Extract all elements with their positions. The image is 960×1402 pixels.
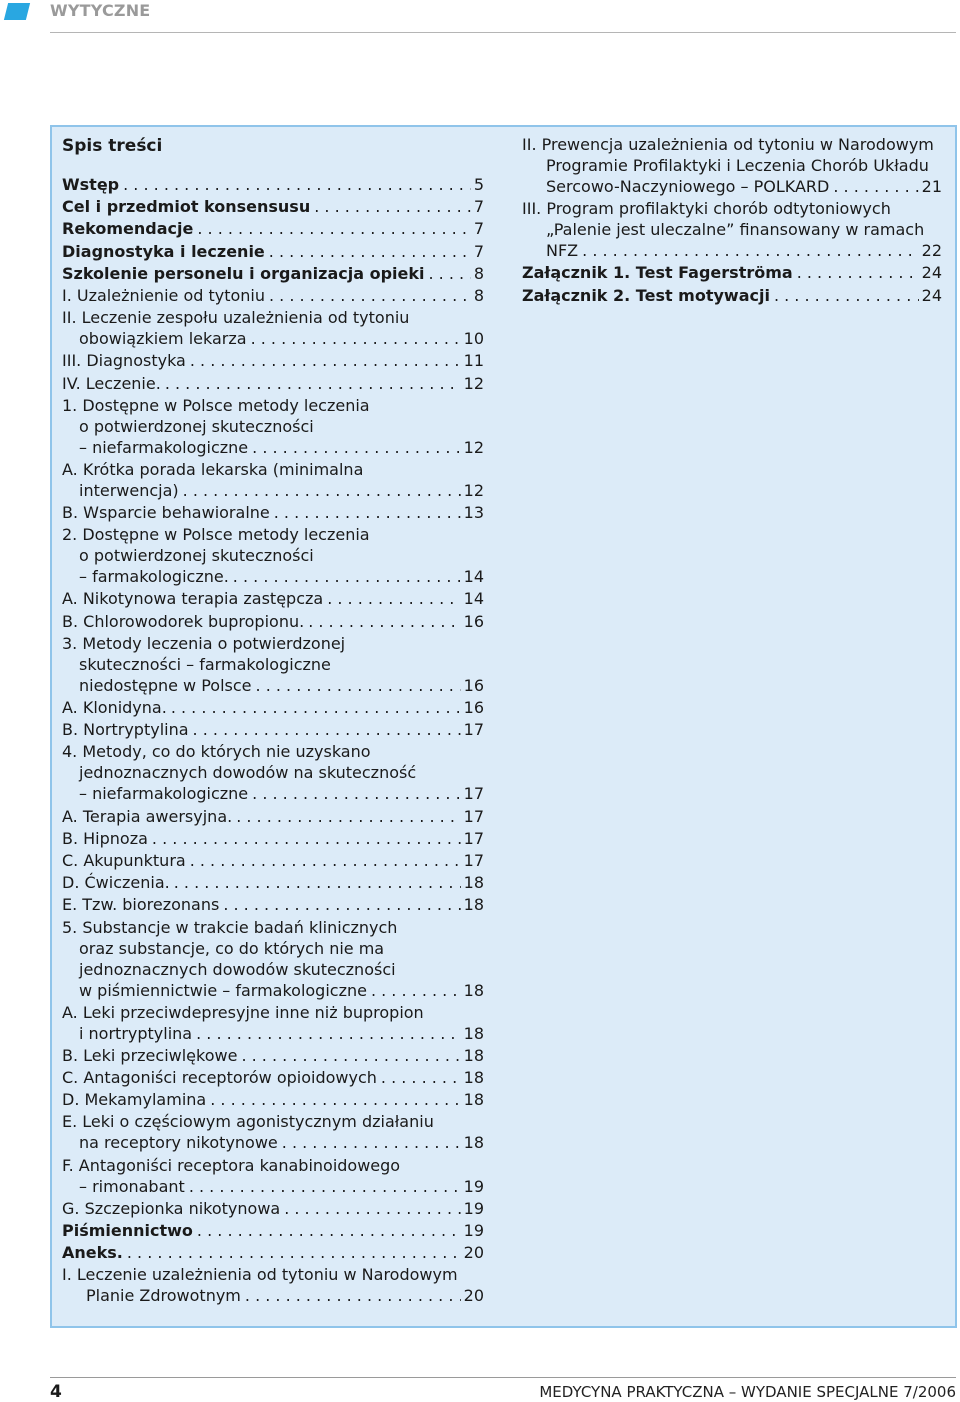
dot-leader xyxy=(233,566,461,587)
toc-entry-text: A. Krótka porada lekarska (minimalna xyxy=(62,459,364,479)
toc-entry-text: 5. Substancje w trakcie badań klinicznych xyxy=(62,917,398,937)
toc-entry-text: jednoznacznych dowodów na skuteczność xyxy=(79,763,417,783)
toc-page-number: 8 xyxy=(473,285,484,305)
toc-entry-text: – niefarmakologiczne xyxy=(79,784,249,804)
toc-entry-text: III. Program profilaktyki chorób odtytoniowych xyxy=(522,199,891,219)
toc-entry-text: 4. Metody, co do których nie uzyskano xyxy=(62,742,371,762)
toc-entry[interactable] xyxy=(62,588,484,609)
toc-entry-text: A. Leki przeciwdepresyjne inne niż bupropion xyxy=(62,1002,424,1022)
toc-right-column xyxy=(522,134,942,307)
toc-entry[interactable] xyxy=(522,262,942,283)
toc-page-number: 11 xyxy=(463,351,484,371)
dot-leader xyxy=(236,806,460,827)
toc-entry[interactable] xyxy=(62,872,484,893)
toc-entry[interactable] xyxy=(62,1089,484,1110)
toc-entry-text: B. Wsparcie behawioralne xyxy=(62,503,270,523)
publication-name: MEDYCYNA PRAKTYCZNA – WYDANIE SPECJALNE 7/2006 xyxy=(539,1383,956,1401)
toc-entry-text: E. Tzw. biorezonans xyxy=(62,895,220,915)
dot-leader xyxy=(241,1045,460,1066)
toc-entry-text: B. Hipnoza xyxy=(62,828,148,848)
toc-entry[interactable] xyxy=(522,198,942,261)
toc-entry[interactable] xyxy=(62,350,484,371)
toc-page-number: 18 xyxy=(463,873,484,893)
toc-page-number: 12 xyxy=(463,480,484,500)
toc-entry[interactable] xyxy=(522,285,942,306)
toc-entry[interactable] xyxy=(62,524,484,587)
header-divider xyxy=(50,32,956,33)
toc-entry-text: II. Leczenie zespołu uzależnienia od tytoniu xyxy=(62,308,410,328)
toc-entry-text: G. Szczepionka nikotynowa xyxy=(62,1198,281,1218)
toc-page-number: 18 xyxy=(463,1045,484,1065)
dot-leader xyxy=(171,697,461,718)
toc-entry[interactable] xyxy=(62,719,484,740)
toc-entry-text: Rekomendacje xyxy=(62,219,194,239)
toc-entry-text: E. Leki o częściowym agonistycznym działaniu xyxy=(62,1112,434,1132)
dot-leader xyxy=(189,1176,461,1197)
section-marker-icon xyxy=(4,3,30,20)
toc-entry-text: III. Diagnostyka xyxy=(62,351,186,371)
toc-entry-text: B. Chlorowodorek bupropionu. xyxy=(62,611,305,631)
toc-entry[interactable] xyxy=(62,917,484,1001)
toc-entry[interactable] xyxy=(62,459,484,501)
toc-page-number: 24 xyxy=(921,285,942,305)
dot-leader xyxy=(327,588,460,609)
dot-leader xyxy=(274,502,461,523)
toc-entry-text: Załącznik 2. Test motywacji xyxy=(522,285,770,305)
toc-page-number: 20 xyxy=(463,1243,484,1263)
dot-leader xyxy=(223,894,460,915)
toc-page-number: 17 xyxy=(463,720,484,740)
toc-entry-text: II. Prewencja uzależnienia od tytoniu w Narodowym xyxy=(522,135,934,154)
toc-entry-text: – farmakologiczne. xyxy=(79,567,229,587)
toc-page-number: 18 xyxy=(463,895,484,915)
dot-leader xyxy=(314,196,471,217)
dot-leader xyxy=(582,240,919,261)
toc-page-number: 18 xyxy=(463,1090,484,1110)
toc-entry-text: obowiązkiem lekarza xyxy=(79,329,247,349)
toc-entry[interactable] xyxy=(62,285,484,306)
dot-leader xyxy=(210,1089,460,1110)
toc-page-number: 10 xyxy=(463,329,484,349)
toc-entry-text: „Palenie jest uleczalne” finansowany w ramach xyxy=(546,220,925,240)
toc-entry-text: 3. Metody leczenia o potwierdzonej xyxy=(62,633,346,653)
toc-entry[interactable] xyxy=(62,1002,484,1044)
toc-entry[interactable] xyxy=(62,1067,484,1088)
dot-leader xyxy=(127,1242,461,1263)
toc-entry[interactable] xyxy=(62,263,484,284)
toc-entry-text: Szkolenie personelu i organizacja opieki xyxy=(62,263,425,283)
toc-page-number: 16 xyxy=(463,611,484,631)
page-number: 4 xyxy=(50,1382,62,1402)
toc-page-number: 17 xyxy=(463,784,484,804)
toc-page-number: 22 xyxy=(921,241,942,261)
toc-page-number: 5 xyxy=(473,175,484,194)
toc-entry-text: IV. Leczenie. xyxy=(62,373,161,393)
toc-page-number: 18 xyxy=(463,1133,484,1153)
dot-leader xyxy=(197,1220,461,1241)
toc-right-list xyxy=(522,134,942,306)
toc-page-number: 18 xyxy=(463,980,484,1000)
toc-page-number: 17 xyxy=(463,806,484,826)
toc-entry-text: 2. Dostępne w Polsce metody leczenia xyxy=(62,525,370,545)
toc-entry[interactable] xyxy=(62,502,484,523)
dot-leader xyxy=(123,174,471,195)
dot-leader xyxy=(245,1285,461,1306)
toc-page-number: 17 xyxy=(463,828,484,848)
toc-entry[interactable] xyxy=(522,134,942,197)
toc-entry-text: Wstęp xyxy=(62,175,120,194)
footer-divider xyxy=(50,1377,956,1378)
toc-entry[interactable] xyxy=(62,1264,484,1306)
toc-entry-text: A. Nikotynowa terapia zastępcza xyxy=(62,589,324,609)
toc-entry[interactable] xyxy=(62,1111,484,1153)
toc-entry[interactable] xyxy=(62,633,484,696)
dot-leader xyxy=(190,850,461,871)
toc-entry-text: Załącznik 1. Test Fagerströma xyxy=(522,263,793,283)
toc-entry[interactable] xyxy=(62,218,484,239)
dot-leader xyxy=(174,872,461,893)
toc-page-number: 17 xyxy=(463,850,484,870)
toc-page-number: 14 xyxy=(463,589,484,609)
toc-entry-text: Diagnostyka i leczenie xyxy=(62,241,265,261)
toc-page-number: 16 xyxy=(463,675,484,695)
toc-entry[interactable] xyxy=(62,1220,484,1241)
toc-left-column xyxy=(62,134,484,1308)
toc-page-number: 7 xyxy=(473,197,484,217)
toc-entry-text: Planie Zdrowotnym xyxy=(86,1286,241,1306)
toc-entry-text: – rimonabant xyxy=(79,1176,185,1196)
dot-leader xyxy=(152,828,461,849)
toc-entry[interactable] xyxy=(62,395,484,458)
toc-entry[interactable] xyxy=(62,828,484,849)
toc-page-number: 13 xyxy=(463,503,484,523)
dot-leader xyxy=(251,328,461,349)
dot-leader xyxy=(193,719,461,740)
toc-page-number: 12 xyxy=(463,373,484,393)
toc-entry[interactable] xyxy=(62,894,484,915)
toc-page-number: 21 xyxy=(921,177,942,196)
dot-leader xyxy=(197,218,470,239)
dot-leader xyxy=(774,285,919,306)
toc-entry[interactable] xyxy=(62,1155,484,1197)
dot-leader xyxy=(371,980,461,1001)
dot-leader xyxy=(256,675,461,696)
toc-entry[interactable] xyxy=(62,1242,484,1263)
toc-entry[interactable] xyxy=(62,806,484,827)
toc-entry-text: Programie Profilaktyki i Leczenia Chorób Układu xyxy=(546,156,929,175)
toc-page-number: 12 xyxy=(463,437,484,457)
dot-leader xyxy=(252,437,461,458)
dot-leader xyxy=(797,262,919,283)
toc-entry-text: NFZ xyxy=(546,241,579,261)
dot-leader xyxy=(183,480,461,501)
toc-page-number: 24 xyxy=(921,263,942,283)
toc-left-list xyxy=(62,174,484,1306)
toc-entry-text: D. Mekamylamina xyxy=(62,1090,207,1110)
toc-page-number: 19 xyxy=(463,1198,484,1218)
dot-leader xyxy=(833,176,918,197)
toc-entry-text: B. Nortryptylina xyxy=(62,720,189,740)
dot-leader xyxy=(165,373,461,394)
toc-entry[interactable] xyxy=(62,850,484,871)
toc-entry-text: D. Ćwiczenia. xyxy=(62,873,170,893)
toc-entry[interactable] xyxy=(62,307,484,349)
toc-page-number: 19 xyxy=(463,1221,484,1240)
toc-entry[interactable] xyxy=(62,196,484,217)
dot-leader xyxy=(282,1132,461,1153)
toc-entry-text: o potwierdzonej skuteczności xyxy=(79,546,314,566)
toc-page-number: 16 xyxy=(463,698,484,717)
toc-entry-text: C. Antagoniści receptorów opioidowych xyxy=(62,1068,377,1088)
toc-entry-text: I. Uzależnienie od tytoniu xyxy=(62,285,265,305)
toc-entry-text: Sercowo-Naczyniowego – POLKARD xyxy=(546,177,830,196)
toc-entry-text: Cel i przedmiot konsensusu xyxy=(62,197,311,217)
toc-page-number: 8 xyxy=(473,263,484,283)
toc-entry[interactable] xyxy=(62,373,484,394)
toc-entry-text: Piśmiennictwo xyxy=(62,1221,193,1240)
toc-entry-text: A. Klonidyna. xyxy=(62,698,167,717)
dot-leader xyxy=(284,1198,460,1219)
toc-page-number: 7 xyxy=(473,241,484,261)
dot-leader xyxy=(269,285,471,306)
toc-entry-text: – niefarmakologiczne xyxy=(79,437,249,457)
toc-page-number: 7 xyxy=(473,219,484,239)
dot-leader xyxy=(190,350,461,371)
toc-entry-text: C. Akupunktura xyxy=(62,850,186,870)
dot-leader xyxy=(428,263,470,284)
toc-entry-text: w piśmiennictwie – farmakologiczne xyxy=(79,980,367,1000)
dot-leader xyxy=(252,783,461,804)
toc-entry-text: o potwierdzonej skuteczności xyxy=(79,416,314,436)
toc-page-number: 20 xyxy=(463,1286,484,1306)
toc-entry-text: na receptory nikotynowe xyxy=(79,1133,278,1153)
toc-entry-text: I. Leczenie uzależnienia od tytoniu w Narodowym xyxy=(62,1265,458,1285)
toc-entry-text: A. Terapia awersyjna. xyxy=(62,806,233,826)
toc-entry[interactable] xyxy=(62,1198,484,1219)
toc-entry-text: jednoznacznych dowodów skuteczności xyxy=(79,959,396,979)
toc-entry-text: B. Leki przeciwlękowe xyxy=(62,1045,238,1065)
toc-entry-text: oraz substancje, co do których nie ma xyxy=(79,938,385,958)
toc-page-number: 18 xyxy=(463,1068,484,1088)
toc-page-number: 19 xyxy=(463,1176,484,1196)
section-header: WYTYCZNE xyxy=(50,1,151,20)
dot-leader xyxy=(308,611,460,632)
toc-entry[interactable] xyxy=(62,1045,484,1066)
toc-entry-text: skuteczności – farmakologiczne xyxy=(79,654,331,674)
toc-entry[interactable] xyxy=(62,611,484,632)
toc-entry-text: F. Antagoniści receptora kanabinoidowego xyxy=(62,1155,401,1175)
toc-entry-text: 1. Dostępne w Polsce metody leczenia xyxy=(62,395,370,415)
toc-title: Spis treści xyxy=(62,136,163,156)
toc-entry-text: interwencja) xyxy=(79,480,179,500)
dot-leader xyxy=(269,241,471,262)
toc-entry-text: i nortryptylina xyxy=(79,1023,193,1043)
toc-page-number: 14 xyxy=(463,567,484,587)
toc-entry[interactable] xyxy=(62,174,484,195)
dot-leader xyxy=(381,1067,461,1088)
toc-page-number: 18 xyxy=(463,1023,484,1043)
toc-entry[interactable] xyxy=(62,741,484,804)
toc-entry[interactable] xyxy=(62,697,484,718)
dot-leader xyxy=(196,1023,461,1044)
toc-entry-text: Aneks. xyxy=(62,1243,123,1263)
toc-entry-text: niedostępne w Polsce xyxy=(79,675,252,695)
toc-entry[interactable] xyxy=(62,241,484,262)
